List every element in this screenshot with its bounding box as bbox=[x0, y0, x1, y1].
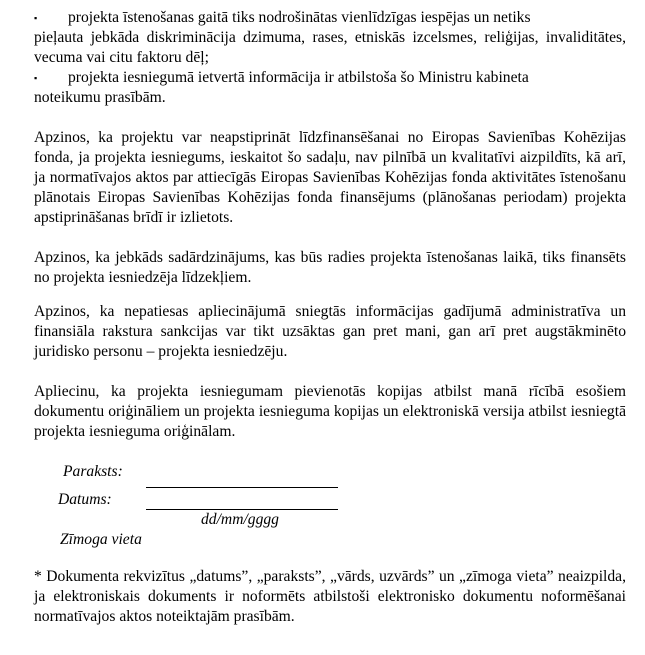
paragraph-cost-overrun: Apzinos, ka jebkāds sadārdzinājums, kas būs radies projekta īstenošanas laikā, tiks finansēts no projekta iesniedzēja līdzekļiem. bbox=[34, 249, 626, 286]
date-format-hint: dd/mm/gggg bbox=[201, 511, 279, 528]
footnote: * Dokumenta rekvizītus „datums”, „paraksts”, „vārds, uzvārds” un „zīmoga vieta” neaizpilda, ja elektroniskais dokuments ir noformēts atbilstoši elektronisko dokumentu noformēšanai normatīvajos aktos noteiktajām prasībām. bbox=[34, 568, 626, 625]
bullet-text-rest: noteikumu prasībām. bbox=[34, 89, 166, 106]
bullet-text-first-line: projekta iesniegumā ietvertā informācija ir atbilstoša šo Ministru kabineta bbox=[68, 69, 529, 86]
paragraph-copies: Apliecinu, ka projekta iesniegumam pievienotās kopijas atbilst manā rīcībā esošiem dokumentu oriģināliem un projekta iesnieguma kopijas un elektroniskā versija atbilst iesniegtā projekta iesnieguma oriģinālam. bbox=[34, 383, 626, 440]
paragraph-cofinancing: Apzinos, ka projektu var neapstiprināt līdzfinansēšanai no Eiropas Savienības Kohēzijas fonda, ja projekta iesniegums, ieskaitot šo sadaļu, nav pilnībā un kvalitatīvi aizpildīts, kā arī, ja normatīvajos aktos par attiecīgās Eiropas Savienības Kohēzijas fonda aktivitātes īstenošanu plānotais Eiropas Savienības Kohēzijas fonda finansējums (plānošanas periodam) projekta apstiprināšanas brīdī ir izlietots. bbox=[34, 129, 626, 226]
bullet-item bbox=[34, 68, 626, 108]
bullet-item bbox=[34, 8, 626, 68]
bullet-text-rest: pieļauta jebkāda diskriminācija dzimuma, rases, etniskās izcelsmes, reliģijas, invaliditātes, vecuma vai citu faktoru dēļ; bbox=[34, 29, 626, 66]
date-label: Datums: bbox=[58, 491, 112, 508]
stamp-place-label: Zīmoga vieta bbox=[60, 531, 142, 548]
bullet-marker: ▪ bbox=[34, 13, 38, 23]
bullet-marker: ▪ bbox=[34, 73, 38, 83]
paragraph-sanctions: Apzinos, ka nepatiesas apliecinājumā sniegtās informācijas gadījumā administratīva un finansiāla rakstura sankcijas var tikt uzsāktas gan pret mani, gan arī pret augstākminēto juridisko personu – projekta iesniedzēju. bbox=[34, 303, 626, 360]
signature-label: Paraksts: bbox=[63, 463, 123, 480]
bullet-text-first-line: projekta īstenošanas gaitā tiks nodrošinātas vienlīdzīgas iespējas un netiks bbox=[68, 9, 531, 26]
signature-line bbox=[146, 487, 338, 488]
